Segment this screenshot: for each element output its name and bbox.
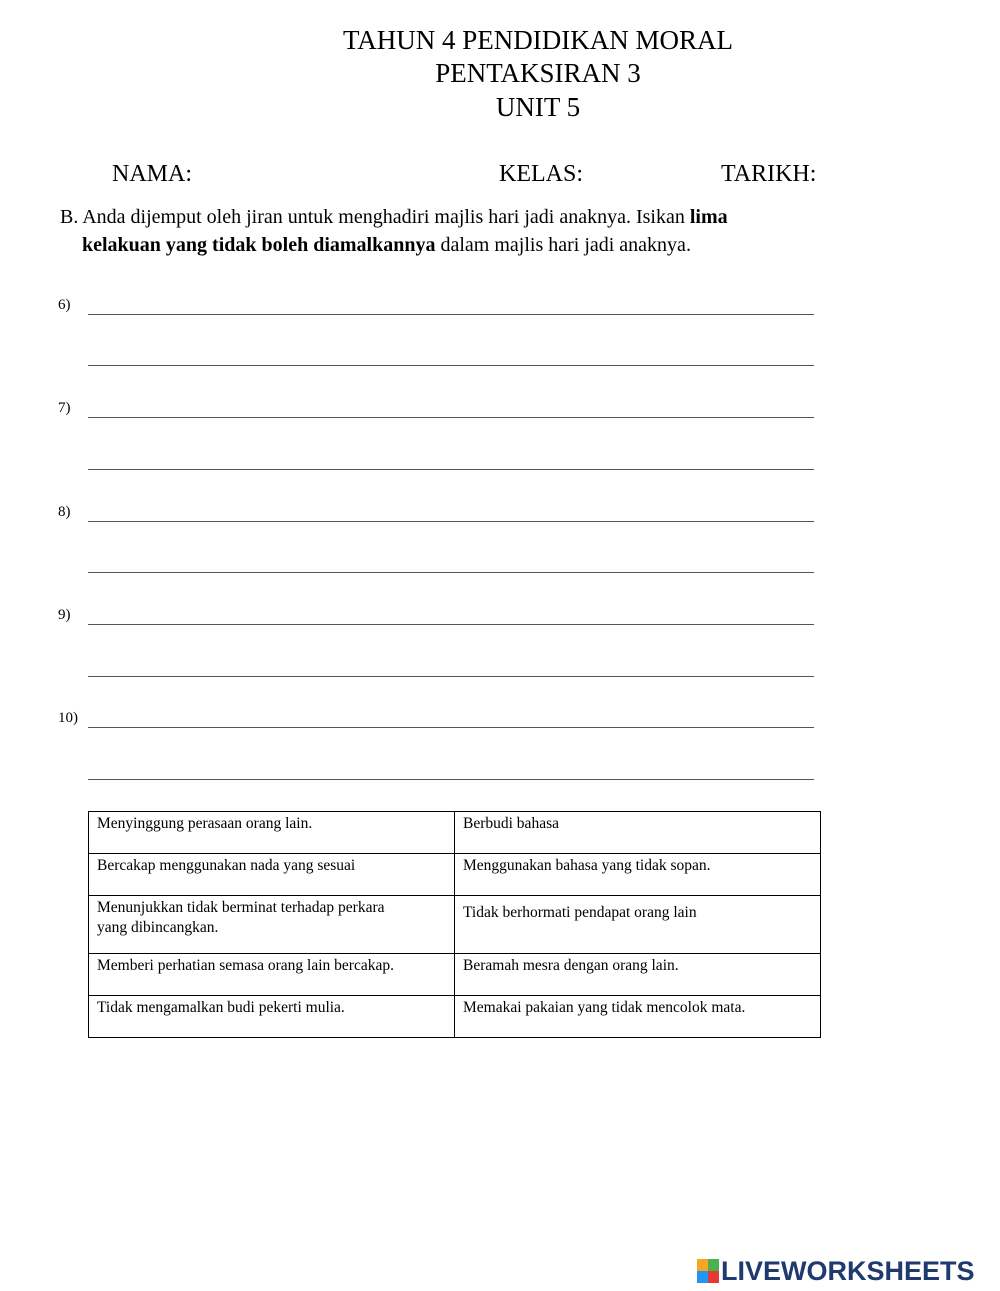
table-row [89,996,821,1038]
answer-line[interactable] [88,572,814,573]
choice-cell[interactable]: Memberi perhatian semasa orang lain bercakap. [89,954,455,996]
answer-line[interactable] [88,676,814,677]
choice-cell[interactable]: Tidak berhormati pendapat orang lain [455,896,821,954]
question-number: 10) [58,710,78,726]
table-row [89,896,821,954]
instruction-part1: B. Anda dijemput oleh jiran untuk menghadiri majlis hari jadi anaknya. Isikan [60,206,690,228]
instruction-bold-kelakuan: kelakuan yang tidak boleh diamalkannya [82,234,436,256]
choice-cell[interactable]: Beramah mesra dengan orang lain. [455,954,821,996]
answer-line[interactable] [88,417,814,418]
question-number: 9) [58,607,71,623]
answer-line[interactable] [88,521,814,522]
choice-cell[interactable]: Memakai pakaian yang tidak mencolok mata. [455,996,821,1038]
answer-line[interactable] [88,779,814,780]
choices-table [88,811,821,1038]
answer-line[interactable] [88,727,814,728]
table-row [89,954,821,996]
answer-line[interactable] [88,469,814,470]
logo-square [708,1271,719,1283]
choice-cell[interactable]: Tidak mengamalkan budi pekerti mulia. [89,996,455,1038]
table-row [89,812,821,854]
liveworksheets-logo-icon [697,1259,719,1283]
instruction-part2: dalam majlis hari jadi anaknya. [435,234,691,256]
answer-line[interactable] [88,365,814,366]
instruction-bold-lima: lima [689,206,728,228]
unit-title: UNIT 5 [495,92,581,122]
choice-cell[interactable]: Menyinggung perasaan orang lain. [89,812,455,854]
logo-square [708,1259,719,1271]
question-number: 7) [58,400,71,416]
answer-line[interactable] [88,624,814,625]
liveworksheets-brand [697,1256,975,1286]
logo-square [697,1259,708,1271]
choice-cell[interactable]: Bercakap menggunakan nada yang sesuai [89,854,455,896]
choice-cell[interactable]: Menggunakan bahasa yang tidak sopan. [455,854,821,896]
answer-line[interactable] [88,314,814,315]
assessment-title: PENTAKSIRAN 3 [435,58,641,88]
logo-square [697,1271,708,1283]
kelas-label: KELAS: [499,161,583,187]
instruction-text [60,203,830,259]
nama-label: NAMA: [112,161,193,187]
tarikh-label: TARIKH: [721,161,817,187]
question-number: 6) [58,297,71,313]
table-row [89,854,821,896]
worksheet-title: TAHUN 4 PENDIDIKAN MORAL [342,25,734,55]
choice-cell[interactable]: Berbudi bahasa [455,812,821,854]
choice-cell[interactable]: Menunjukkan tidak berminat terhadap perkara yang dibincangkan. [89,896,455,954]
question-number: 8) [58,504,71,520]
brand-text: LIVEWORKSHEETS [721,1255,975,1286]
